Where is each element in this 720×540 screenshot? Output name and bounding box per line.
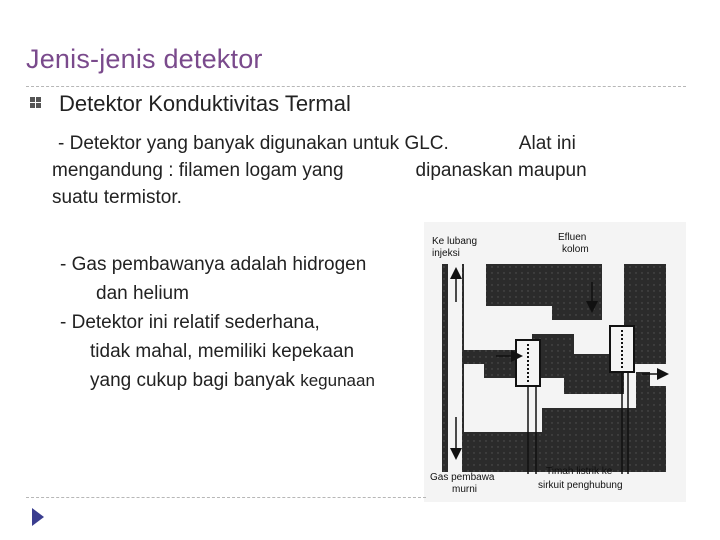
para-line-2a: mengandung : filamen logam yang [52,160,344,181]
label-carrier-1: Gas pembawa [430,472,495,483]
slide-title: Jenis-jenis detektor [26,44,263,74]
description-paragraph [52,130,692,211]
bullet-icon [30,97,41,108]
label-injection-1: Ke lubang [432,236,478,247]
tcd-diagram [424,222,686,502]
list-line-3: - Detektor ini relatif sederhana, [60,312,320,333]
label-leads-2: sirkuit penghubung [538,480,623,491]
bullet-text: Detektor Konduktivitas Termal [59,91,351,116]
para-line-1a: - Detektor yang banyak digunakan untuk GLC. [58,133,449,154]
list-line-4: tidak mahal, memiliki kepekaan [90,341,355,362]
label-effluent-1: Efluen [558,232,587,243]
list-line-1: - Gas pembawanya adalah hidrogen [60,254,367,275]
footer-divider [26,497,426,498]
label-carrier-2: murni [452,484,478,495]
label-injection-2: injeksi [432,248,460,259]
feature-list [60,250,440,395]
label-effluent-2: kolom [562,244,589,255]
list-line-2: dan helium [96,283,189,304]
para-line-2b: dipanaskan maupun [415,160,587,181]
title-divider [26,86,686,87]
list-line-5b: kegunaan [300,371,375,390]
para-line-1b: Alat ini [518,133,576,154]
main-bullet [30,91,351,117]
next-slide-arrow-icon[interactable] [30,506,46,528]
list-line-5a: yang cukup bagi banyak [90,370,295,391]
label-leads-1: Timah listrik ke [546,466,613,477]
para-line-3: suatu termistor. [52,187,182,208]
